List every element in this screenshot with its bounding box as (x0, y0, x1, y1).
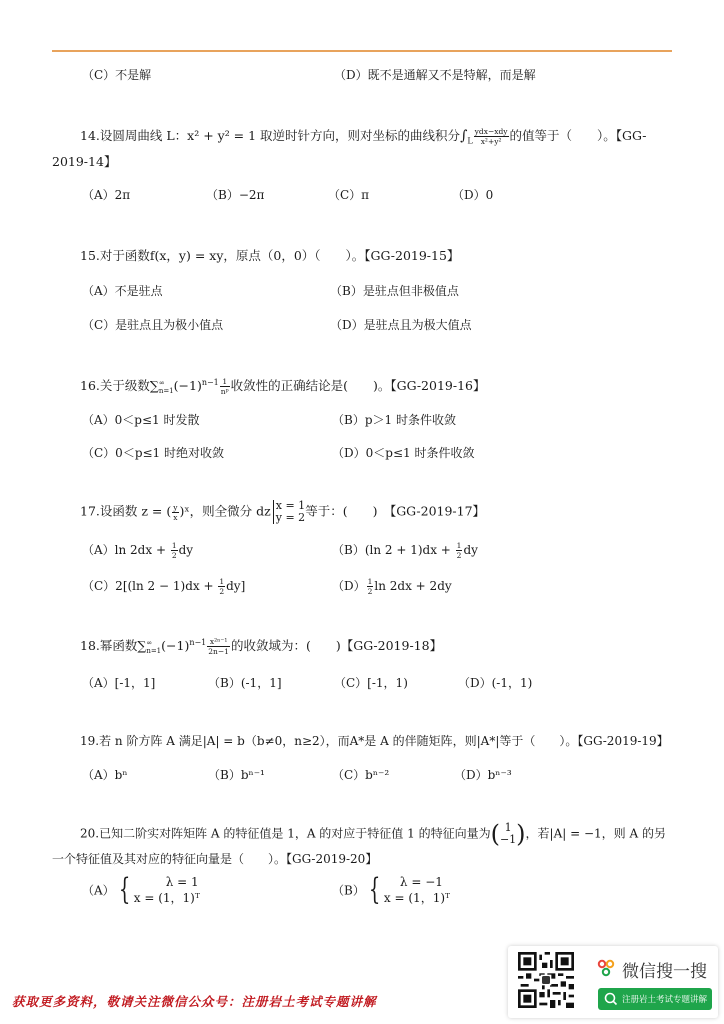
q20-option-a: （A） { λ = 1 x = (1，1)ᵀ (82, 872, 200, 907)
question-18: 18.幂函数∑ ∞ n=1 $(-1)^{n-1}$ $\frac{\text{x²ⁿ⁻¹}}{2n-1}$ 的收敛域为：( )【GG-2019-18】 (80, 637, 443, 656)
question-19: 19.若 n 阶方阵 A 满足|A| = b（b≠0，n≥2），而A*是 A 的伴随矩阵，则|A*|等于（ ）。【GG-2019-19】 (80, 734, 669, 748)
footer-promo-text: 获取更多资料，敬请关注微信公众号：注册岩土考试专题讲解 (12, 994, 377, 1009)
q16-option-c: （C）0＜p≤1 时绝对收敛 (82, 446, 225, 460)
q19-option-b: （B）bⁿ⁻¹ (208, 768, 265, 782)
search-icon (603, 991, 619, 1007)
q15-option-b: （B）是驻点但非极值点 (330, 284, 459, 298)
q18-option-a: （A）[-1，1] (82, 676, 156, 690)
header-rule (52, 50, 672, 52)
question-16: 16.关于级数∑ ∞ n=1 $(-1)^{n-1}$ $\frac{1}{\text{nᵖ}}$ 收敛性的正确结论是( )。【GG-2019-16】 (80, 377, 486, 396)
q16-option-b: （B）p＞1 时条件收敛 (332, 413, 456, 427)
wechat-search-query: 注册岩土考试专题讲解 (622, 995, 708, 1005)
q17-option-d: （D） $\frac{1}{2}$ ln 2dx + 2dy (332, 577, 452, 596)
q18-option-c: （C）[-1，1) (334, 676, 408, 690)
q15-option-c: （C）是驻点且为极小值点 (82, 318, 224, 332)
q19-option-a: （A）bⁿ (82, 768, 128, 782)
q19-option-d: （D）bⁿ⁻³ (454, 768, 512, 782)
question-17: 17.设函数 z = ( $\frac{y}{x}$ )ˣ，则全微分 dz x = 1 y = 2 等于：( ) 【GG-2019-17】 (80, 499, 486, 524)
qr-code (518, 952, 574, 1008)
q19-option-c: （C）bⁿ⁻² (332, 768, 390, 782)
q16-option-a: （A）0＜p≤1 时发散 (82, 413, 200, 427)
q18-option-d: （D）(-1，1) (458, 676, 533, 690)
q15-option-d: （D）是驻点且为极大值点 (330, 318, 472, 332)
question-14-line2: 2019-14】 (52, 154, 117, 169)
q17-option-b: （B）(ln 2 + 1)dx + $\frac{1}{2}$ dy (332, 541, 478, 560)
q14-option-b: （B）−2π (206, 188, 265, 202)
q15-option-a: （A）不是驻点 (82, 284, 163, 298)
question-20: 20.已知二阶实对阵矩阵 A 的特征值是 1，A 的对应于特征值 1 的特征向量为( 1 −1 )，若|A| = −1，则 A 的另 (80, 820, 666, 848)
option-d-prev: （D）既不是通解又不是特解，而是解 (334, 68, 536, 82)
question-15: 15.对于函数f(x，y) = xy，原点（0，0）（ ）。【GG-2019-15】 (80, 248, 460, 263)
question-20-line2: 一个特征值及其对应的特征向量是（ ）。【GG-2019-20】 (52, 852, 378, 866)
wechat-search-logo-icon (596, 958, 616, 978)
question-14: 14.设圆周曲线 L：x² + y² = 1 取逆时针方向，则对坐标的曲线积分$\int_L$ $\frac{\text{ydx−xdy}}{\text{x²+y²}}$ 的值等于（ ）。【GG- (80, 127, 647, 146)
q14-option-c: （C）π (328, 188, 370, 202)
q16-option-d: （D）0＜p≤1 时条件收敛 (332, 446, 475, 460)
q14-option-a: （A）2π (82, 188, 131, 202)
q20-option-b: （B） { λ = −1 x = (1，1)ᵀ (332, 872, 451, 907)
q14-option-d: （D）0 (452, 188, 494, 202)
wechat-search-title: 微信搜一搜 (622, 962, 707, 982)
option-c-prev: （C）不是解 (82, 68, 152, 82)
q17-option-a: （A）ln 2dx + $\frac{1}{2}$ dy (82, 541, 194, 560)
q17-option-c: （C）2[(ln 2 − 1)dx + $\frac{1}{2}$ dy] (82, 577, 246, 596)
q18-option-b: （B）(-1，1] (208, 676, 282, 690)
